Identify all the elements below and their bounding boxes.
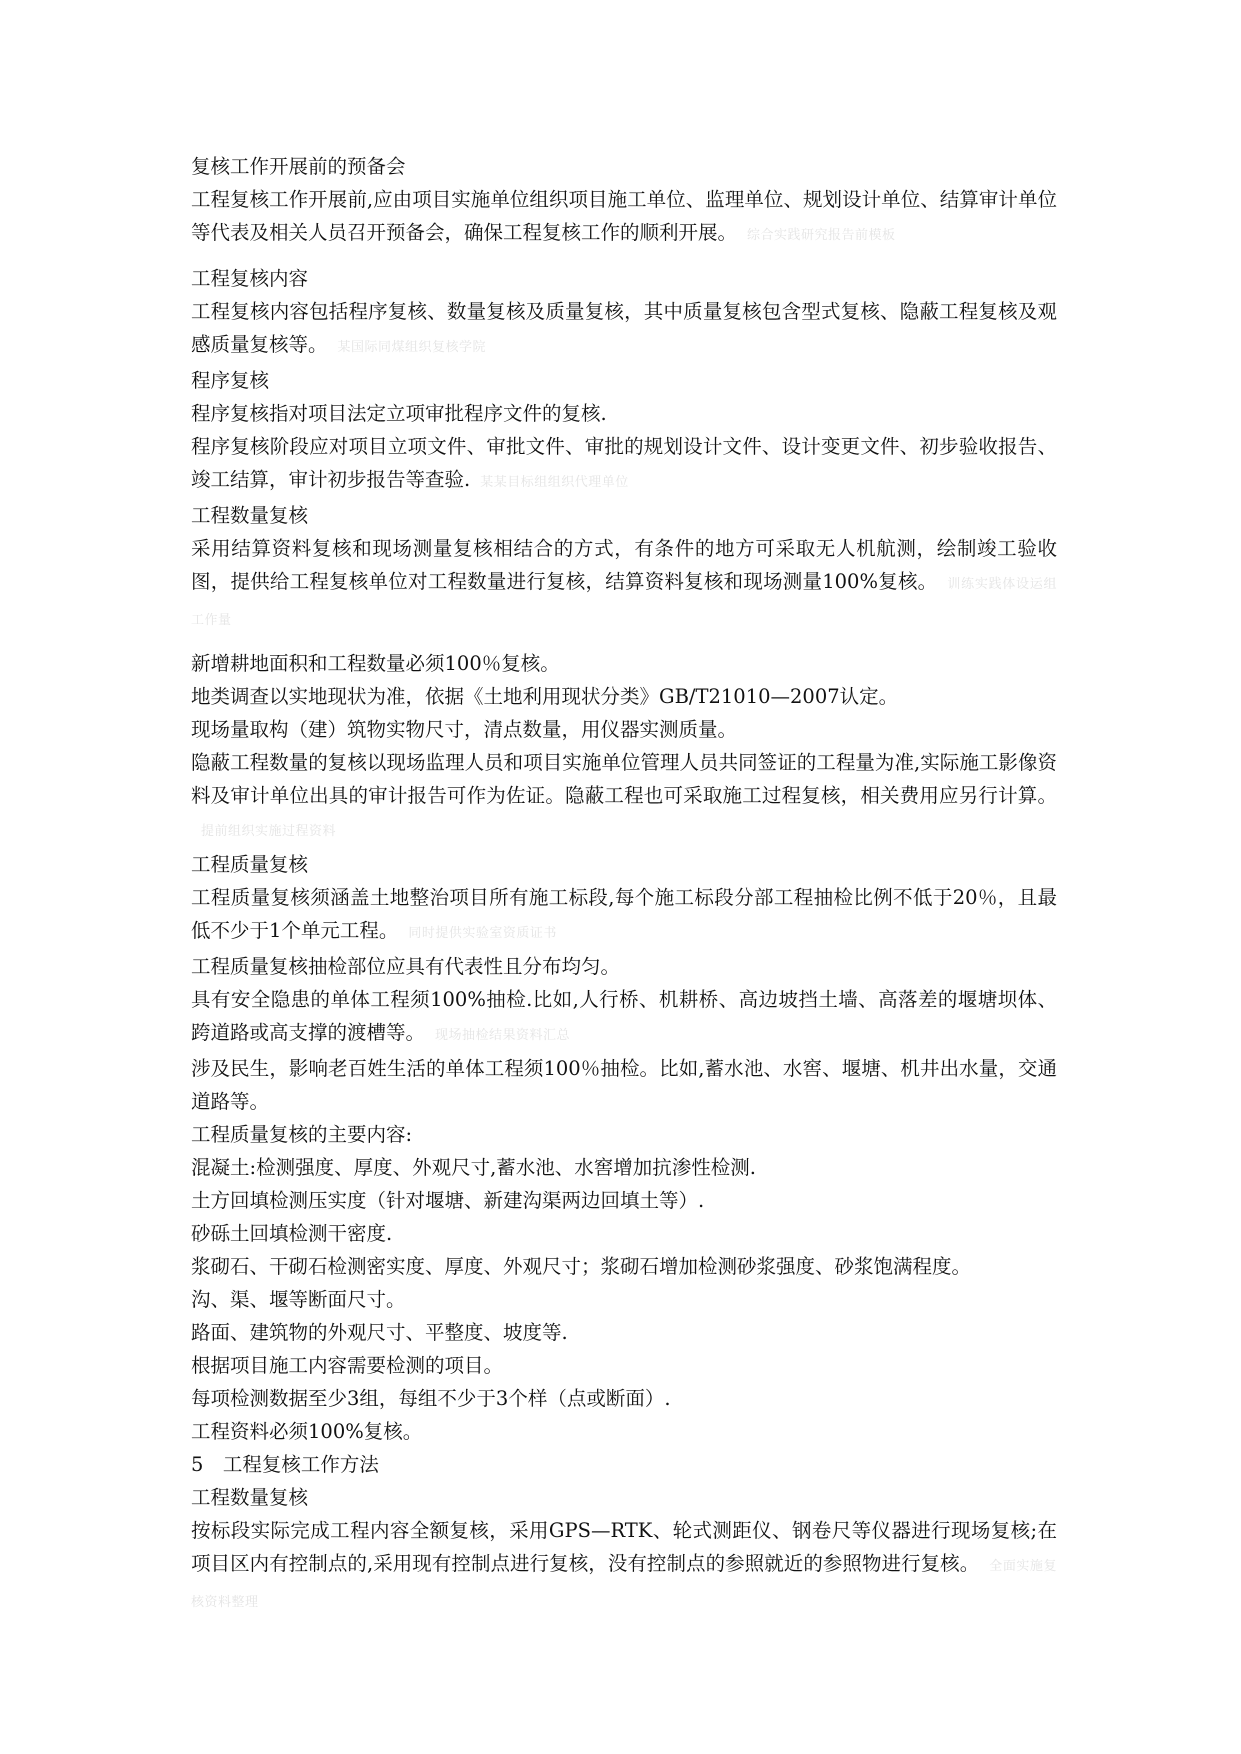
faint-watermark-text: 全面实施复核资料整理 — [191, 1559, 1057, 1610]
paragraph-sample-count: 每项检测数据至少3组，每组不少于3个样（点或断面）. — [191, 1387, 671, 1410]
paragraph-text: 采用结算资料复核和现场测量复核相结合的方式，有条件的地方可采取无人机航测，绘制竣工验收图，提供给工程复核单位对工程数量进行复核，结算资料复核和现场测量100%复核。 — [191, 537, 1057, 593]
section-heading-procedure-review: 程序复核 — [191, 369, 270, 392]
section-heading-quality-review: 工程质量复核 — [191, 853, 309, 876]
paragraph-quantity-full-review — [191, 1514, 1057, 1619]
paragraph-quality-main-content: 工程质量复核的主要内容: — [191, 1123, 413, 1146]
paragraph-masonry: 浆砌石、干砌石检测密实度、厚度、外观尺寸；浆砌石增加检测砂浆强度、砂浆饱满程度。 — [191, 1255, 972, 1278]
paragraph-concrete: 混凝土:检测强度、厚度、外观尺寸,蓄水池、水窖增加抗渗性检测. — [191, 1156, 756, 1179]
paragraph-gravel-backfill: 砂砾土回填检测干密度. — [191, 1222, 393, 1245]
faint-watermark-text: 综合实践研究报告前模板 — [747, 228, 896, 243]
paragraph-text: 工程复核工作开展前,应由项目实施单位组织项目施工单位、监理单位、规划设计单位、结算审计单位等代表及相关人员召开预备会，确保工程复核工作的顺利开展。 — [191, 188, 1057, 244]
spacer — [191, 637, 1057, 647]
paragraph-quality-coverage — [191, 881, 1057, 950]
paragraph-project-items: 根据项目施工内容需要检测的项目。 — [191, 1354, 504, 1377]
paragraph-quality-representative: 工程质量复核抽检部位应具有代表性且分布均匀。 — [191, 955, 621, 978]
section-heading-quantity-review: 工程数量复核 — [191, 504, 309, 527]
faint-watermark-text: 某某目标组组织代理单位 — [480, 475, 629, 490]
paragraph-text: 程序复核阶段应对项目立项文件、审批文件、审批的规划设计文件、设计变更文件、初步验收报告、竣工结算，审计初步报告等查验. — [191, 435, 1057, 491]
paragraph-text: 具有安全隐患的单体工程须100%抽检.比如,人行桥、机耕桥、高边坡挡土墙、高落差的堰塘坝体、跨道路或高支撑的渡槽等。 — [191, 988, 1057, 1044]
faint-watermark-text: 提前组织实施过程资料 — [201, 824, 337, 839]
faint-watermark-text: 现场抽检结果资料汇总 — [435, 1028, 571, 1043]
paragraph-procedure-definition: 程序复核指对项目法定立项审批程序文件的复核. — [191, 402, 607, 425]
paragraph-text: 隐蔽工程数量的复核以现场监理人员和项目实施单位管理人员共同签证的工程量为准,实际施工影像资料及审计单位出具的审计报告可作为佐证。隐蔽工程也可采取施工过程复核，相关费用应另行计算。 — [191, 751, 1057, 807]
paragraph-hidden-works — [191, 746, 1057, 848]
section-heading-review-content: 工程复核内容 — [191, 267, 309, 290]
paragraph-text: 工程质量复核须涵盖土地整治项目所有施工标段,每个施工标段分部工程抽检比例不低于20％，且最低不少于1个单元工程。 — [191, 886, 1057, 942]
paragraph-road-surface: 路面、建筑物的外观尺寸、平整度、坡度等. — [191, 1321, 568, 1344]
section-heading-quantity-method: 工程数量复核 — [191, 1486, 309, 1509]
paragraph-pre-meeting — [191, 183, 1057, 252]
section-heading-pre-meeting: 复核工作开展前的预备会 — [191, 155, 406, 178]
paragraph-new-farmland: 新增耕地面积和工程数量必须100％复核。 — [191, 652, 560, 675]
paragraph-procedure-stage — [191, 430, 1057, 499]
faint-watermark-text: 训练实践体设运组工作量 — [191, 577, 1057, 628]
paragraph-text: 工程复核内容包括程序复核、数量复核及质量复核，其中质量复核包含型式复核、隐蔽工程复核及观感质量复核等。 — [191, 300, 1057, 356]
faint-watermark-text: 某国际同煤组织复核学院 — [337, 340, 487, 355]
section-heading-methods: 5 工程复核工作方法 — [191, 1453, 379, 1476]
spacer — [191, 252, 1057, 262]
paragraph-text: 按标段实际完成工程内容全额复核，采用GPS—RTK、轮式测距仪、钢卷尺等仪器进行现场复核;在项目区内有控制点的,采用现有控制点进行复核，没有控制点的参照就近的参照物进行复核。 — [191, 1519, 1057, 1575]
paragraph-safety-hazard — [191, 983, 1057, 1052]
paragraph-review-content — [191, 295, 1057, 364]
paragraph-field-measure: 现场量取构（建）筑物实物尺寸，清点数量，用仪器实测质量。 — [191, 718, 738, 741]
paragraph-livelihood: 涉及民生，影响老百姓生活的单体工程须100％抽检。比如,蓄水池、水窖、堰塘、机井出水量，交通道路等。 — [191, 1057, 1057, 1113]
paragraph-documents: 工程资料必须100%复核。 — [191, 1420, 423, 1443]
paragraph-quantity-method — [191, 532, 1057, 637]
paragraph-channel-section: 沟、渠、堰等断面尺寸。 — [191, 1288, 406, 1311]
paragraph-earth-backfill: 土方回填检测压实度（针对堰塘、新建沟渠两边回填土等）. — [191, 1189, 705, 1212]
document-body — [191, 150, 1057, 1619]
faint-watermark-text: 同时提供实验室资质证书 — [408, 926, 557, 941]
paragraph-land-survey: 地类调查以实地现状为准，依据《土地利用现状分类》GB/T21010—2007认定。 — [191, 685, 899, 708]
